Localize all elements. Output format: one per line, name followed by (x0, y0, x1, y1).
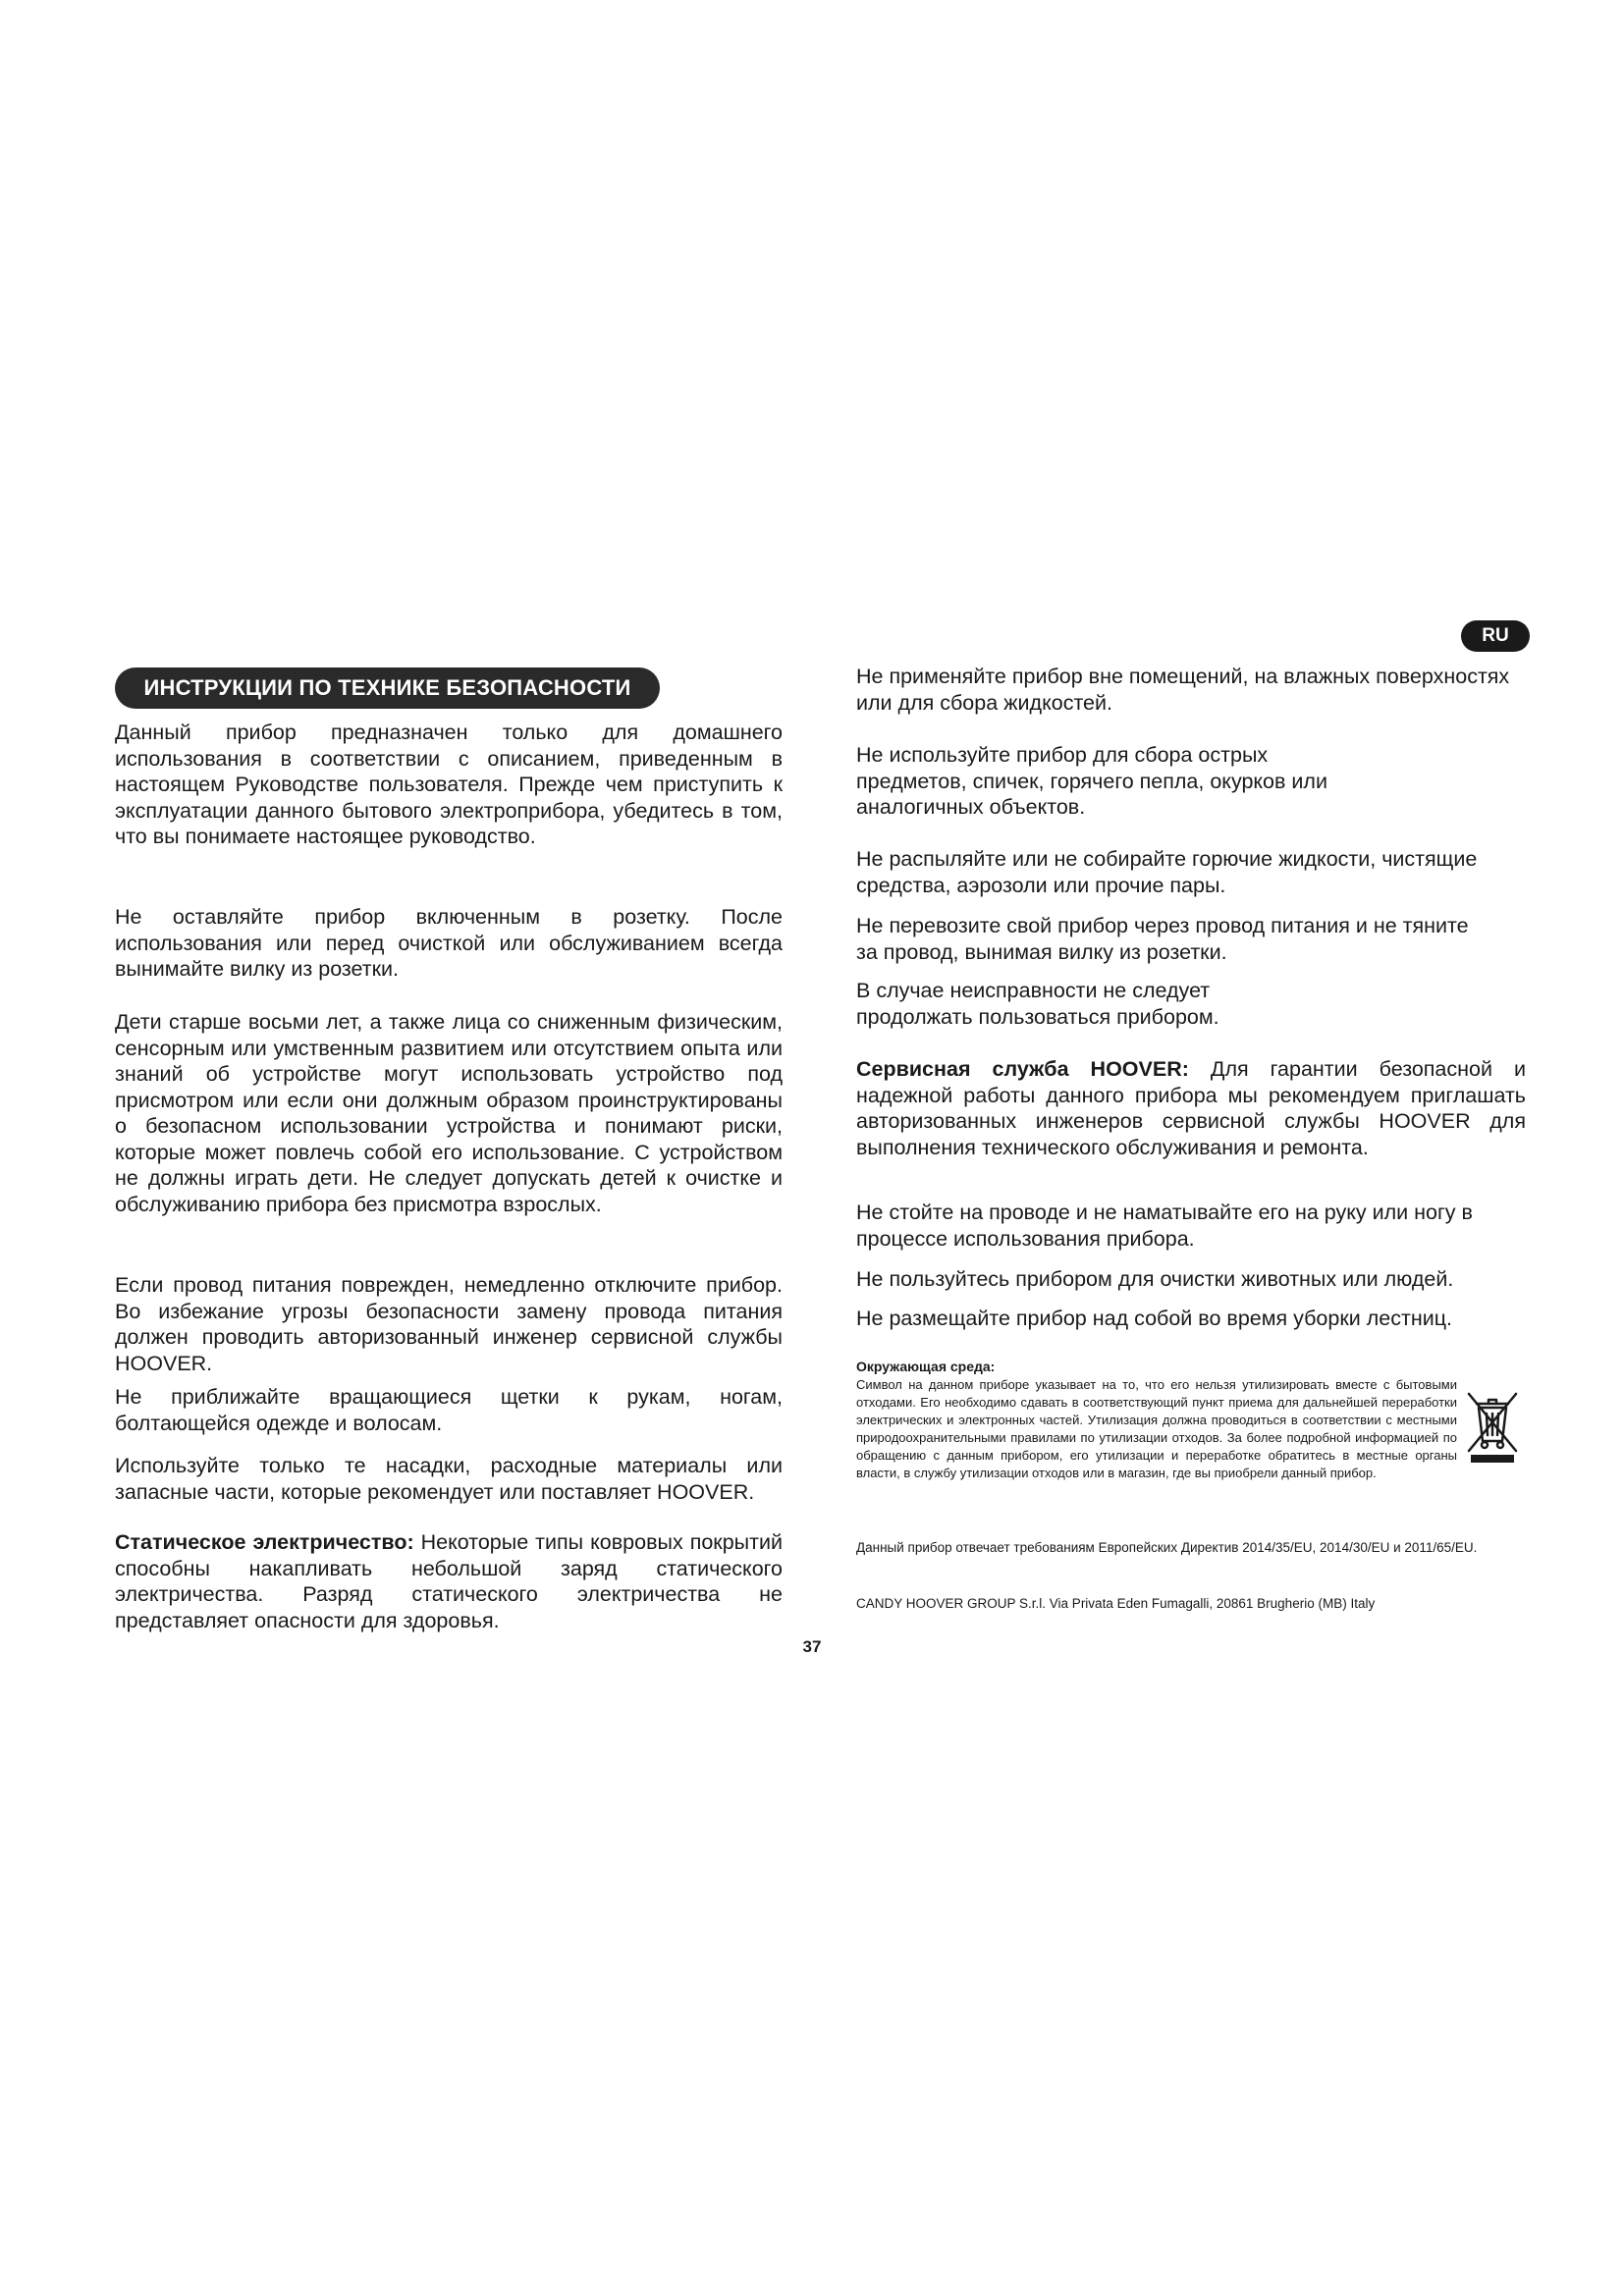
static-electricity-heading: Статическое электричество: (115, 1530, 414, 1554)
paragraph-service (856, 1056, 1526, 1160)
paragraph-children: Дети старше восьми лет, а также лица со сниженным физическим, сенсорным или умственным развитием или отсутствием опыта или знаний об устройстве могут использовать устройство под присмотром или если они должным образом проинструктированы о безопасном использовании устройства и понимают риски, которые может повлечь собой его использование. С устройством не должны играть дети. Не следует допускать детей к очистке и обслуживанию прибора без присмотра взрослых. (115, 1010, 783, 1216)
language-badge: RU (1461, 620, 1530, 652)
directive-compliance-note: Данный прибор отвечает требованиям Европейских Директив 2014/35/EU, 2014/30/EU и 2011/65/EU. (856, 1540, 1478, 1555)
paragraph-intended-use: Данный прибор предназначен только для домашнего использования в соответствии с описанием, приведенным в настоящем Руководстве пользователя. Прежде чем приступить к эксплуатации данного бытового электроприбора, убедитесь в том, что вы понимаете настоящее руководство. (115, 721, 783, 848)
paragraph-sharp-objects: Не используйте прибор для сбора острых предметов, спичек, горячего пепла, окурков или аналогичных объектов. (856, 743, 1327, 819)
environment-text: Символ на данном приборе указывает на то, что его нельзя утилизировать вместе с бытовыми отходами. Его необходимо сдавать в соответствующий пункт приема для дальнейшей переработки электрических и электронных частей. Утилизация должна проводиться в соответствии с местными природоохранительными правилами по утилизации отходов. За более подробной информацией по обращению с данным прибором, его утилизации и переработке обратитесь в местные органы власти, в службу утилизации отходов или в магазин, где вы приобрели данный прибор. (856, 1377, 1457, 1480)
paragraph-animals: Не пользуйтесь прибором для очистки животных или людей. (856, 1267, 1454, 1291)
paragraph-power-cord: Если провод питания поврежден, немедленно отключите прибор. Во избежание угрозы безопасности замену провода питания должен проводить авторизованный инженер сервисной службы HOOVER. (115, 1273, 783, 1375)
paragraph-cord-standing: Не стойте на проводе и не наматывайте его на руку или ногу в процессе использования прибора. (856, 1201, 1473, 1251)
company-address: CANDY HOOVER GROUP S.r.l. Via Privata Eden Fumagalli, 20861 Brugherio (MB) Italy (856, 1596, 1376, 1611)
paragraph-malfunction: В случае неисправности не следует продолжать пользоваться прибором. (856, 979, 1219, 1029)
paragraph-accessories: Используйте только те насадки, расходные материалы или запасные части, которые рекомендует или поставляет HOOVER. (115, 1454, 783, 1504)
static-electricity-text: Некоторые типы ковровых покрытий способны накапливать небольшой заряд статического электричества. Разряд статического электричества не представляет опасности для здоровья. (115, 1530, 783, 1632)
weee-bin-icon (1463, 1386, 1522, 1465)
paragraph-cord-transport: Не перевозите свой прибор через провод питания и не тяните за провод, вынимая вилку из розетки. (856, 914, 1469, 964)
service-heading: Сервисная служба HOOVER: (856, 1057, 1189, 1081)
paragraph-stairs: Не размещайте прибор над собой во время уборки лестниц. (856, 1307, 1453, 1330)
page-number: 37 (802, 1637, 822, 1656)
paragraph-unplug: Не оставляйте прибор включенным в розетку. После использования или перед очисткой или обслуживанием всегда вынимайте вилку из розетки. (115, 905, 783, 981)
service-text: Для гарантии безопасной и надежной работы данного прибора мы рекомендуем приглашать авторизованных инженеров сервисной службы HOOVER для выполнения технического обслуживания и ремонта. (856, 1057, 1526, 1159)
paragraph-static-electricity (115, 1529, 783, 1633)
paragraph-brushes: Не приближайте вращающиеся щетки к рукам, ногам, болтающейся одежде и волосам. (115, 1385, 783, 1435)
paragraph-outdoor: Не применяйте прибор вне помещений, на влажных поверхностях или для сбора жидкостей. (856, 665, 1510, 715)
section-title: ИНСТРУКЦИИ ПО ТЕХНИКЕ БЕЗОПАСНОСТИ (115, 667, 660, 709)
environment-heading: Окружающая среда: (856, 1359, 996, 1374)
paragraph-flammable: Не распыляйте или не собирайте горючие жидкости, чистящие средства, аэрозоли или прочие пары. (856, 847, 1478, 897)
